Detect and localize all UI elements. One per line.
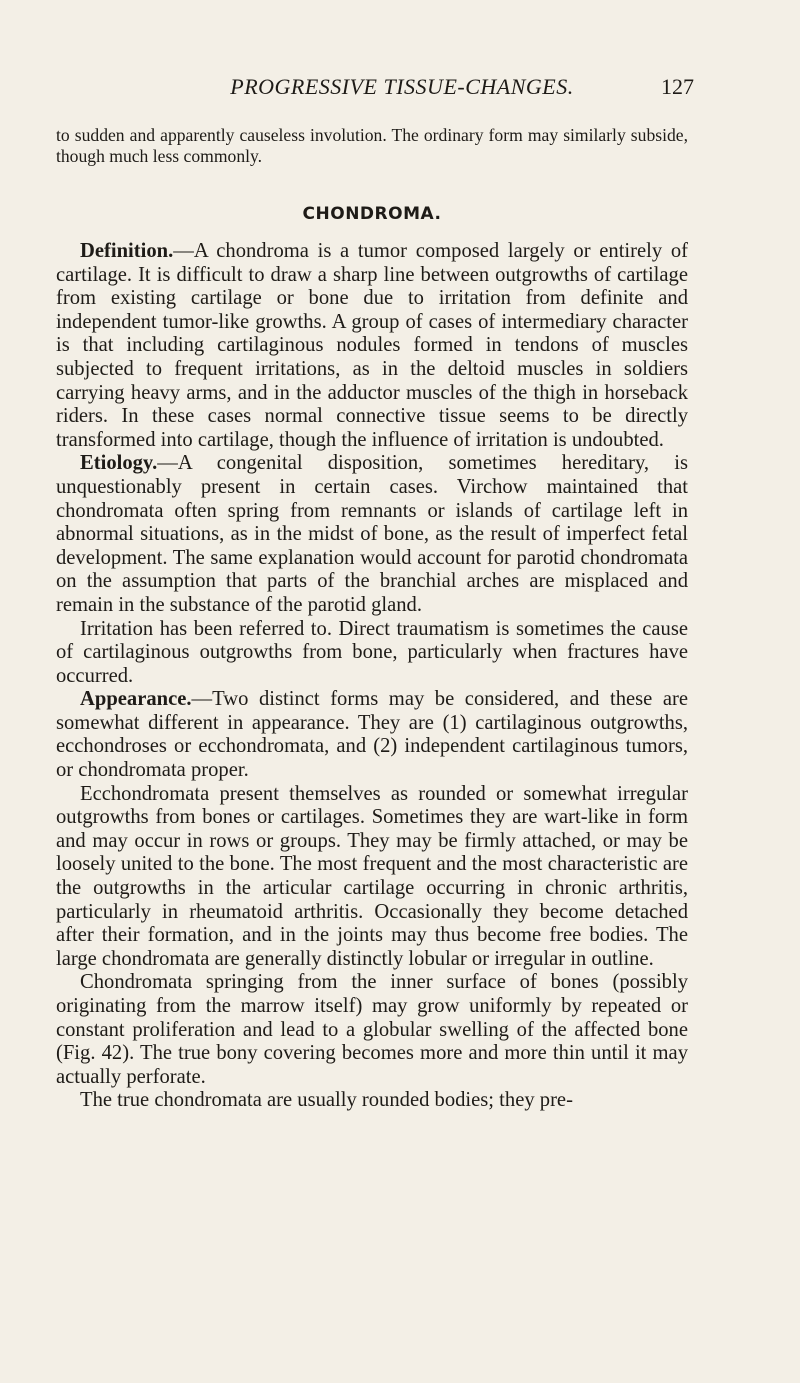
paragraph-text: Irritation has been referred to. Direct traumatism is sometimes the cause of cartilaginous outgrowths from bone, particularly when fractures have occurred. [56,617,688,687]
main-text [56,240,688,1113]
run-in-heading: Appearance. [80,688,192,711]
paragraph-irritation [56,618,688,689]
running-head: PROGRESSIVE TISSUE-CHANGES. [230,74,574,99]
paragraph-text: Ecchondromata present themselves as rounded or somewhat irregular outgrowths from bones or cartilages. Sometimes they are wart-like in form and may occur in rows or groups. They may be firmly attached, or may be loosely united to the bone. The most frequent and the most characteristic are the outgrowths in the articular cartilage occurring in chronic arthritis, particularly in rheumatoid arthritis. Occasionally they become detached after their formation, and in the joints may thus become free bodies. The large chondromata are generally distinctly lobular or irregular in outline. [56,782,688,970]
paragraph-true-chondromata [56,1089,688,1113]
run-in-heading: Definition. [80,240,174,262]
paragraph-appearance [56,688,688,782]
paragraph-etiology [56,452,688,617]
paragraph-marrow-chondromata [56,971,688,1089]
page-header [110,74,694,104]
paragraph-text: Chondromata springing from the inner surface of bones (possibly originating from the marrow itself) may grow uniformly by repeated or constant proliferation and lead to a globular swelling of the affected bone (Fig. 42). The true bony covering becomes more and more thin until it may actually perforate. [56,971,688,1088]
paragraph-text: —A chondroma is a tumor composed largely or entirely of cartilage. It is difficult to draw a sharp line between outgrowths of cartilage from existing cartilage or bone due to irritation from definite and independent tumor-like growths. A group of cases of intermediary character is that including cartilaginous nodules formed in tendons of muscles subjected to frequent irritations, as in the deltoid muscles in soldiers carrying heavy arms, and in the adductor muscles of the thigh in horseback riders. In these cases normal connective tissue seems to be directly transformed into cartilage, though the influence of irritation is undoubted. [56,240,688,451]
paragraph-text: The true chondromata are usually rounded bodies; they pre- [80,1089,573,1112]
run-in-heading: Etiology. [80,452,158,475]
page-number: 127 [661,74,694,99]
paragraph-text: —Two distinct forms may be considered, and these are somewhat different in appearance. They are (1) cartilaginous outgrowths, ecchondroses or ecchondromata, and (2) independent cartilaginous tumors, or chondromata proper. [56,688,688,782]
lead-paragraph-block [56,125,688,167]
paragraph-text: —A congenital disposition, sometimes hereditary, is unquestionably present in certain cases. Virchow maintained that chondromata often spring from remnants or islands of cartilage left in abnormal situations, as in the midst of bone, as the result of imperfect fetal development. The same explanation would account for parotid chondromata on the assumption that parts of the branchial arches are misplaced and remain in the substance of the parotid gland. [56,452,688,616]
paragraph-definition [56,240,688,452]
paragraph-ecchondromata [56,783,688,972]
lead-paragraph: to sudden and apparently causeless involution. The ordinary form may similarly subside, though much less commonly. [56,125,688,166]
section-title: CHONDROMA. [302,204,442,224]
